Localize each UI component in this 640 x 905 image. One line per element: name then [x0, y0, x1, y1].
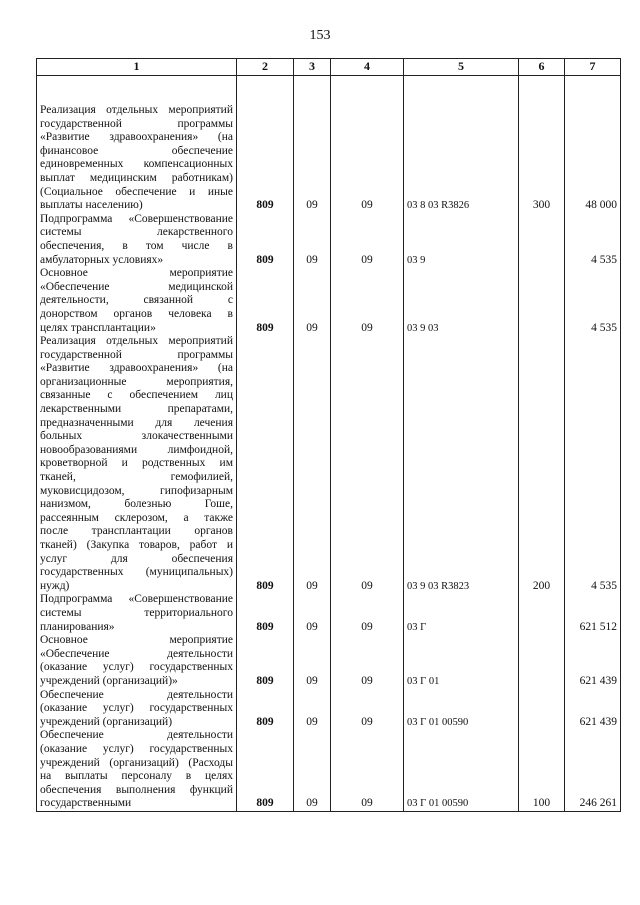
expense-type-cell — [519, 689, 565, 730]
row-description — [37, 729, 237, 811]
description-line: организационные мероприятия, — [40, 375, 233, 388]
description-line: Основное мероприятие — [40, 634, 233, 647]
column-header: 1 — [37, 59, 237, 76]
description-line: тканей) (Закупка товаров, работ и — [40, 539, 233, 551]
amount-cell: 246 261 — [565, 729, 621, 811]
description-line: услуг для обеспечения — [40, 552, 233, 565]
description-line: целях трансплантации» — [40, 321, 156, 334]
description-line: муковисцидозом, гипофизарным — [40, 484, 233, 497]
description-line: планирования» — [40, 620, 115, 633]
description-line: «Развитие здравоохранения» (на — [40, 131, 233, 144]
amount-cell: 621 439 — [565, 634, 621, 688]
row-description — [37, 689, 237, 730]
description-line: (оказание услуг) государственных — [40, 742, 233, 755]
subsection-cell: 09 — [331, 335, 404, 593]
row-description — [37, 634, 237, 688]
table-body — [37, 76, 621, 812]
subsection-cell: 09 — [331, 634, 404, 688]
expense-type-cell — [519, 593, 565, 634]
description-line: нанизмом, болезнью Гоше, — [40, 498, 233, 511]
subsection-cell: 09 — [331, 593, 404, 634]
description-line: на выплаты персоналу в целях — [40, 770, 233, 783]
admin-code-cell: 809 — [237, 267, 294, 335]
expense-type-cell — [519, 213, 565, 267]
description-line: государственными — [40, 797, 132, 810]
target-article-cell: 03 Г 01 00590 — [404, 689, 519, 730]
description-line: «Обеспечение деятельности — [40, 647, 233, 660]
target-article-cell: 03 9 03 — [404, 267, 519, 335]
admin-code-cell: 809 — [237, 689, 294, 730]
column-header: 7 — [565, 59, 621, 76]
subsection-cell: 09 — [331, 213, 404, 267]
amount-cell: 4 535 — [565, 213, 621, 267]
expense-type-cell: 200 — [519, 335, 565, 593]
description-line: государственной программы — [40, 117, 233, 130]
description-line: лекарственными препаратами, — [40, 403, 233, 416]
section-cell: 09 — [294, 267, 331, 335]
description-line: амбулаторных условиях» — [40, 253, 164, 266]
column-header: 4 — [331, 59, 404, 76]
description-line: «Развитие здравоохранения» (на — [40, 362, 233, 375]
table-row — [37, 213, 621, 267]
row-description — [37, 267, 237, 335]
description-line: финансовое обеспечение — [40, 144, 233, 157]
table-row — [37, 267, 621, 335]
description-line: «Обеспечение медицинской — [40, 280, 233, 293]
description-line: нужд) — [40, 579, 70, 592]
description-line: Подпрограмма «Совершенствование — [40, 593, 233, 606]
target-article-cell: 03 Г — [404, 593, 519, 634]
description-line: государственных (муниципальных) — [40, 566, 233, 579]
subsection-cell: 09 — [331, 267, 404, 335]
description-line: рассеянным склерозом, а также — [40, 511, 233, 524]
amount-cell: 621 512 — [565, 593, 621, 634]
expense-type-cell — [519, 267, 565, 335]
description-line: донорством органов человека в — [40, 307, 233, 320]
description-line: (Социальное обеспечение и иные — [40, 185, 233, 198]
description-line: государственной программы — [40, 348, 233, 361]
description-line: Реализация отдельных мероприятий — [40, 335, 233, 348]
section-cell: 09 — [294, 335, 331, 593]
table-row — [37, 689, 621, 730]
description-line: учреждений (организаций) — [40, 715, 173, 728]
admin-code-cell: 809 — [237, 76, 294, 213]
description-line: предназначенными для лечения — [40, 416, 233, 429]
expense-type-cell — [519, 634, 565, 688]
amount-cell: 48 000 — [565, 76, 621, 213]
row-description — [37, 593, 237, 634]
table-row — [37, 729, 621, 811]
section-cell: 09 — [294, 76, 331, 213]
row-description — [37, 76, 237, 213]
description-line: больных злокачественными — [40, 430, 233, 443]
target-article-cell: 03 Г 01 00590 — [404, 729, 519, 811]
expense-type-cell: 300 — [519, 76, 565, 213]
description-line: обеспечения, в том числе в — [40, 239, 233, 252]
description-line: Обеспечение деятельности — [40, 729, 233, 742]
subsection-cell: 09 — [331, 689, 404, 730]
target-article-cell: 03 8 03 R3826 — [404, 76, 519, 213]
description-line: связанные с обеспечением лиц — [40, 389, 233, 402]
description-line: после трансплантации органов — [40, 525, 233, 538]
admin-code-cell: 809 — [237, 729, 294, 811]
admin-code-cell: 809 — [237, 213, 294, 267]
target-article-cell: 03 9 — [404, 213, 519, 267]
amount-cell: 4 535 — [565, 267, 621, 335]
admin-code-cell: 809 — [237, 593, 294, 634]
column-header: 3 — [294, 59, 331, 76]
description-line: учреждений (организаций)» — [40, 674, 178, 687]
page-number: 153 — [309, 28, 331, 43]
amount-cell: 4 535 — [565, 335, 621, 593]
description-line: (оказание услуг) государственных — [40, 661, 233, 674]
admin-code-cell: 809 — [237, 634, 294, 688]
section-cell: 09 — [294, 593, 331, 634]
row-description — [37, 213, 237, 267]
column-header: 6 — [519, 59, 565, 76]
description-line: новообразованиями лимфоидной, — [40, 443, 233, 456]
description-line: Обеспечение деятельности — [40, 688, 233, 701]
description-line: кроветворной и родственных им — [40, 457, 233, 470]
description-line: системы лекарственного — [40, 226, 233, 239]
subsection-cell: 09 — [331, 76, 404, 213]
budget-table — [36, 58, 621, 812]
table-row — [37, 76, 621, 213]
table-row — [37, 335, 621, 593]
description-line: выплат медицинским работникам) — [40, 171, 233, 184]
section-cell: 09 — [294, 729, 331, 811]
table-header-row — [37, 59, 621, 76]
target-article-cell: 03 9 03 R3823 — [404, 335, 519, 593]
section-cell: 09 — [294, 634, 331, 688]
target-article-cell: 03 Г 01 — [404, 634, 519, 688]
description-line: деятельности, связанной с — [40, 294, 233, 307]
description-line: системы территориального — [40, 606, 233, 619]
column-header: 5 — [404, 59, 519, 76]
description-line: тканей, гемофилией, — [40, 471, 233, 484]
expense-type-cell: 100 — [519, 729, 565, 811]
table-row — [37, 634, 621, 688]
section-cell: 09 — [294, 689, 331, 730]
table-row — [37, 593, 621, 634]
description-line: учреждений (организаций) (Расходы — [40, 756, 233, 769]
admin-code-cell: 809 — [237, 335, 294, 593]
amount-cell: 621 439 — [565, 689, 621, 730]
description-line: (оказание услуг) государственных — [40, 702, 233, 715]
description-line: Подпрограмма «Совершенствование — [40, 212, 233, 225]
description-line: Основное мероприятие — [40, 267, 233, 280]
column-header: 2 — [237, 59, 294, 76]
description-line: Реализация отдельных мероприятий — [40, 104, 233, 116]
subsection-cell: 09 — [331, 729, 404, 811]
description-line: единовременных компенсационных — [40, 158, 233, 171]
description-line: выплаты населению) — [40, 199, 143, 212]
section-cell: 09 — [294, 213, 331, 267]
description-line: обеспечения выполнения функций — [40, 783, 233, 796]
row-description — [37, 335, 237, 593]
